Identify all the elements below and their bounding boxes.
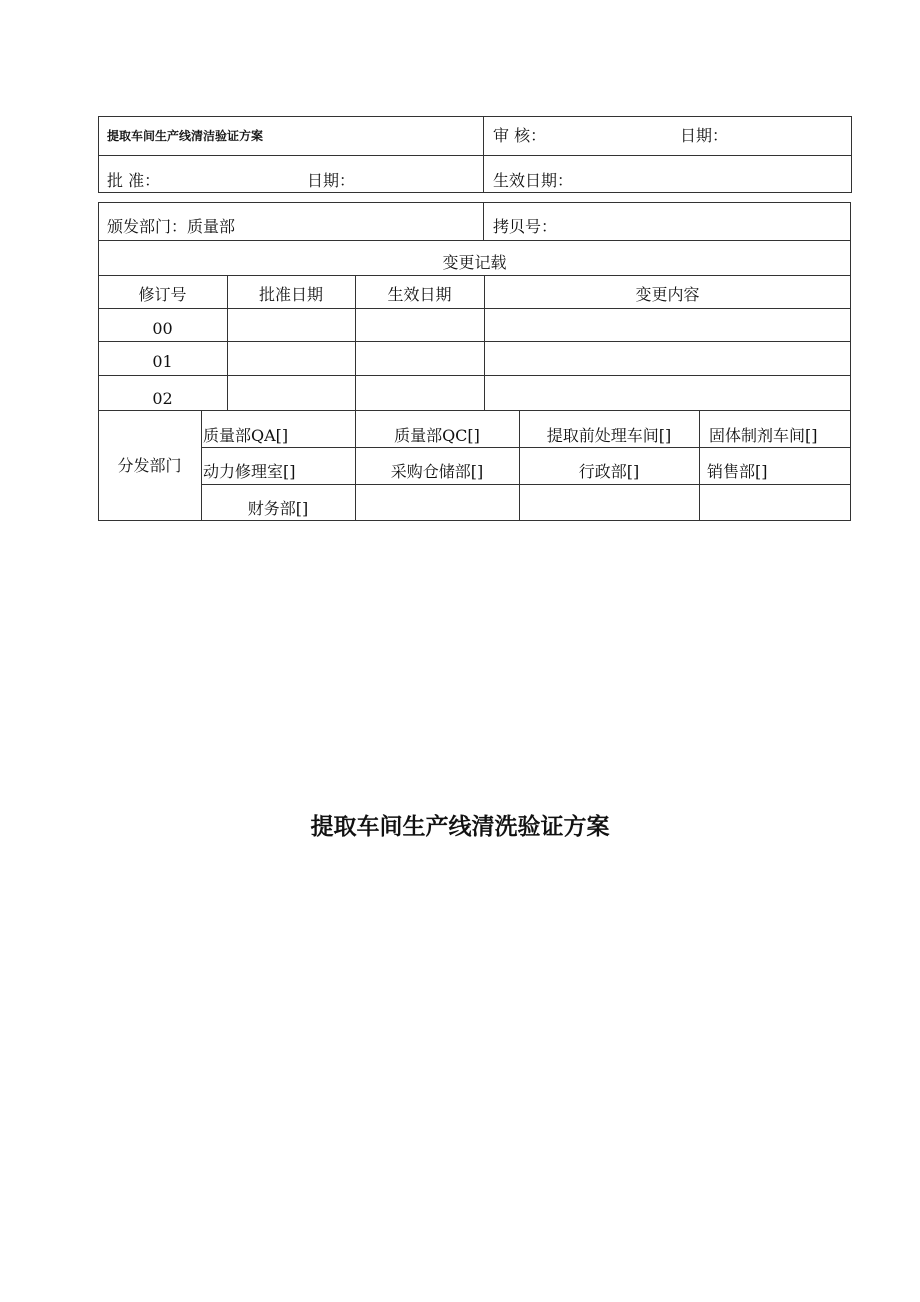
distribution-row-divider [201,447,851,448]
header-title: 提取车间生产线清洁验证方案 [107,129,264,143]
change-record-title: 变更记载 [442,253,507,272]
column-header: 变更内容 [635,285,700,304]
column-header: 生效日期 [387,285,452,304]
distribution-power-repair: 动力修理室[] [203,462,296,481]
distribution-extraction-workshop: 提取前处理车间[] [546,426,672,445]
row-divider [98,410,851,411]
row-divider [98,240,851,241]
revision-number: 02 [152,389,173,408]
distribution-purchasing: 采购仓储部[] [390,462,484,481]
distribution-qc: 质量部QC[] [394,426,480,445]
distribution-solid-workshop: 固体制剂车间[] [709,426,818,445]
distribution-admin: 行政部[] [578,462,640,481]
review-date-label: 日期： [680,126,729,145]
row-divider [98,375,851,376]
row-divider [98,275,851,276]
revision-number: 01 [152,352,173,371]
distribution-label: 分发部门 [117,456,182,475]
revision-number: 00 [152,319,173,338]
document-title: 提取车间生产线清洗验证方案 [310,814,610,840]
row-divider [98,308,851,309]
effective-date-label: 生效日期： [493,171,574,190]
row-divider [98,341,851,342]
issue-dept-label: 颁发部门：质量部 [107,217,236,236]
distribution-col-divider [699,410,700,521]
copy-no-label: 拷贝号： [493,217,558,236]
distribution-qa: 质量部QA[] [203,426,289,445]
distribution-sales: 销售部[] [707,462,768,481]
column-header: 修订号 [138,285,187,304]
distribution-finance: 财务部[] [247,499,309,518]
approve-label: 批 准： [107,171,161,190]
review-label: 审 核： [493,126,547,145]
column-header: 批准日期 [258,285,323,304]
header-row-divider [98,155,852,156]
issue-col-divider [483,202,484,240]
header-col-divider [483,116,484,193]
distribution-row-divider [201,484,851,485]
approve-date-label: 日期： [307,171,356,190]
